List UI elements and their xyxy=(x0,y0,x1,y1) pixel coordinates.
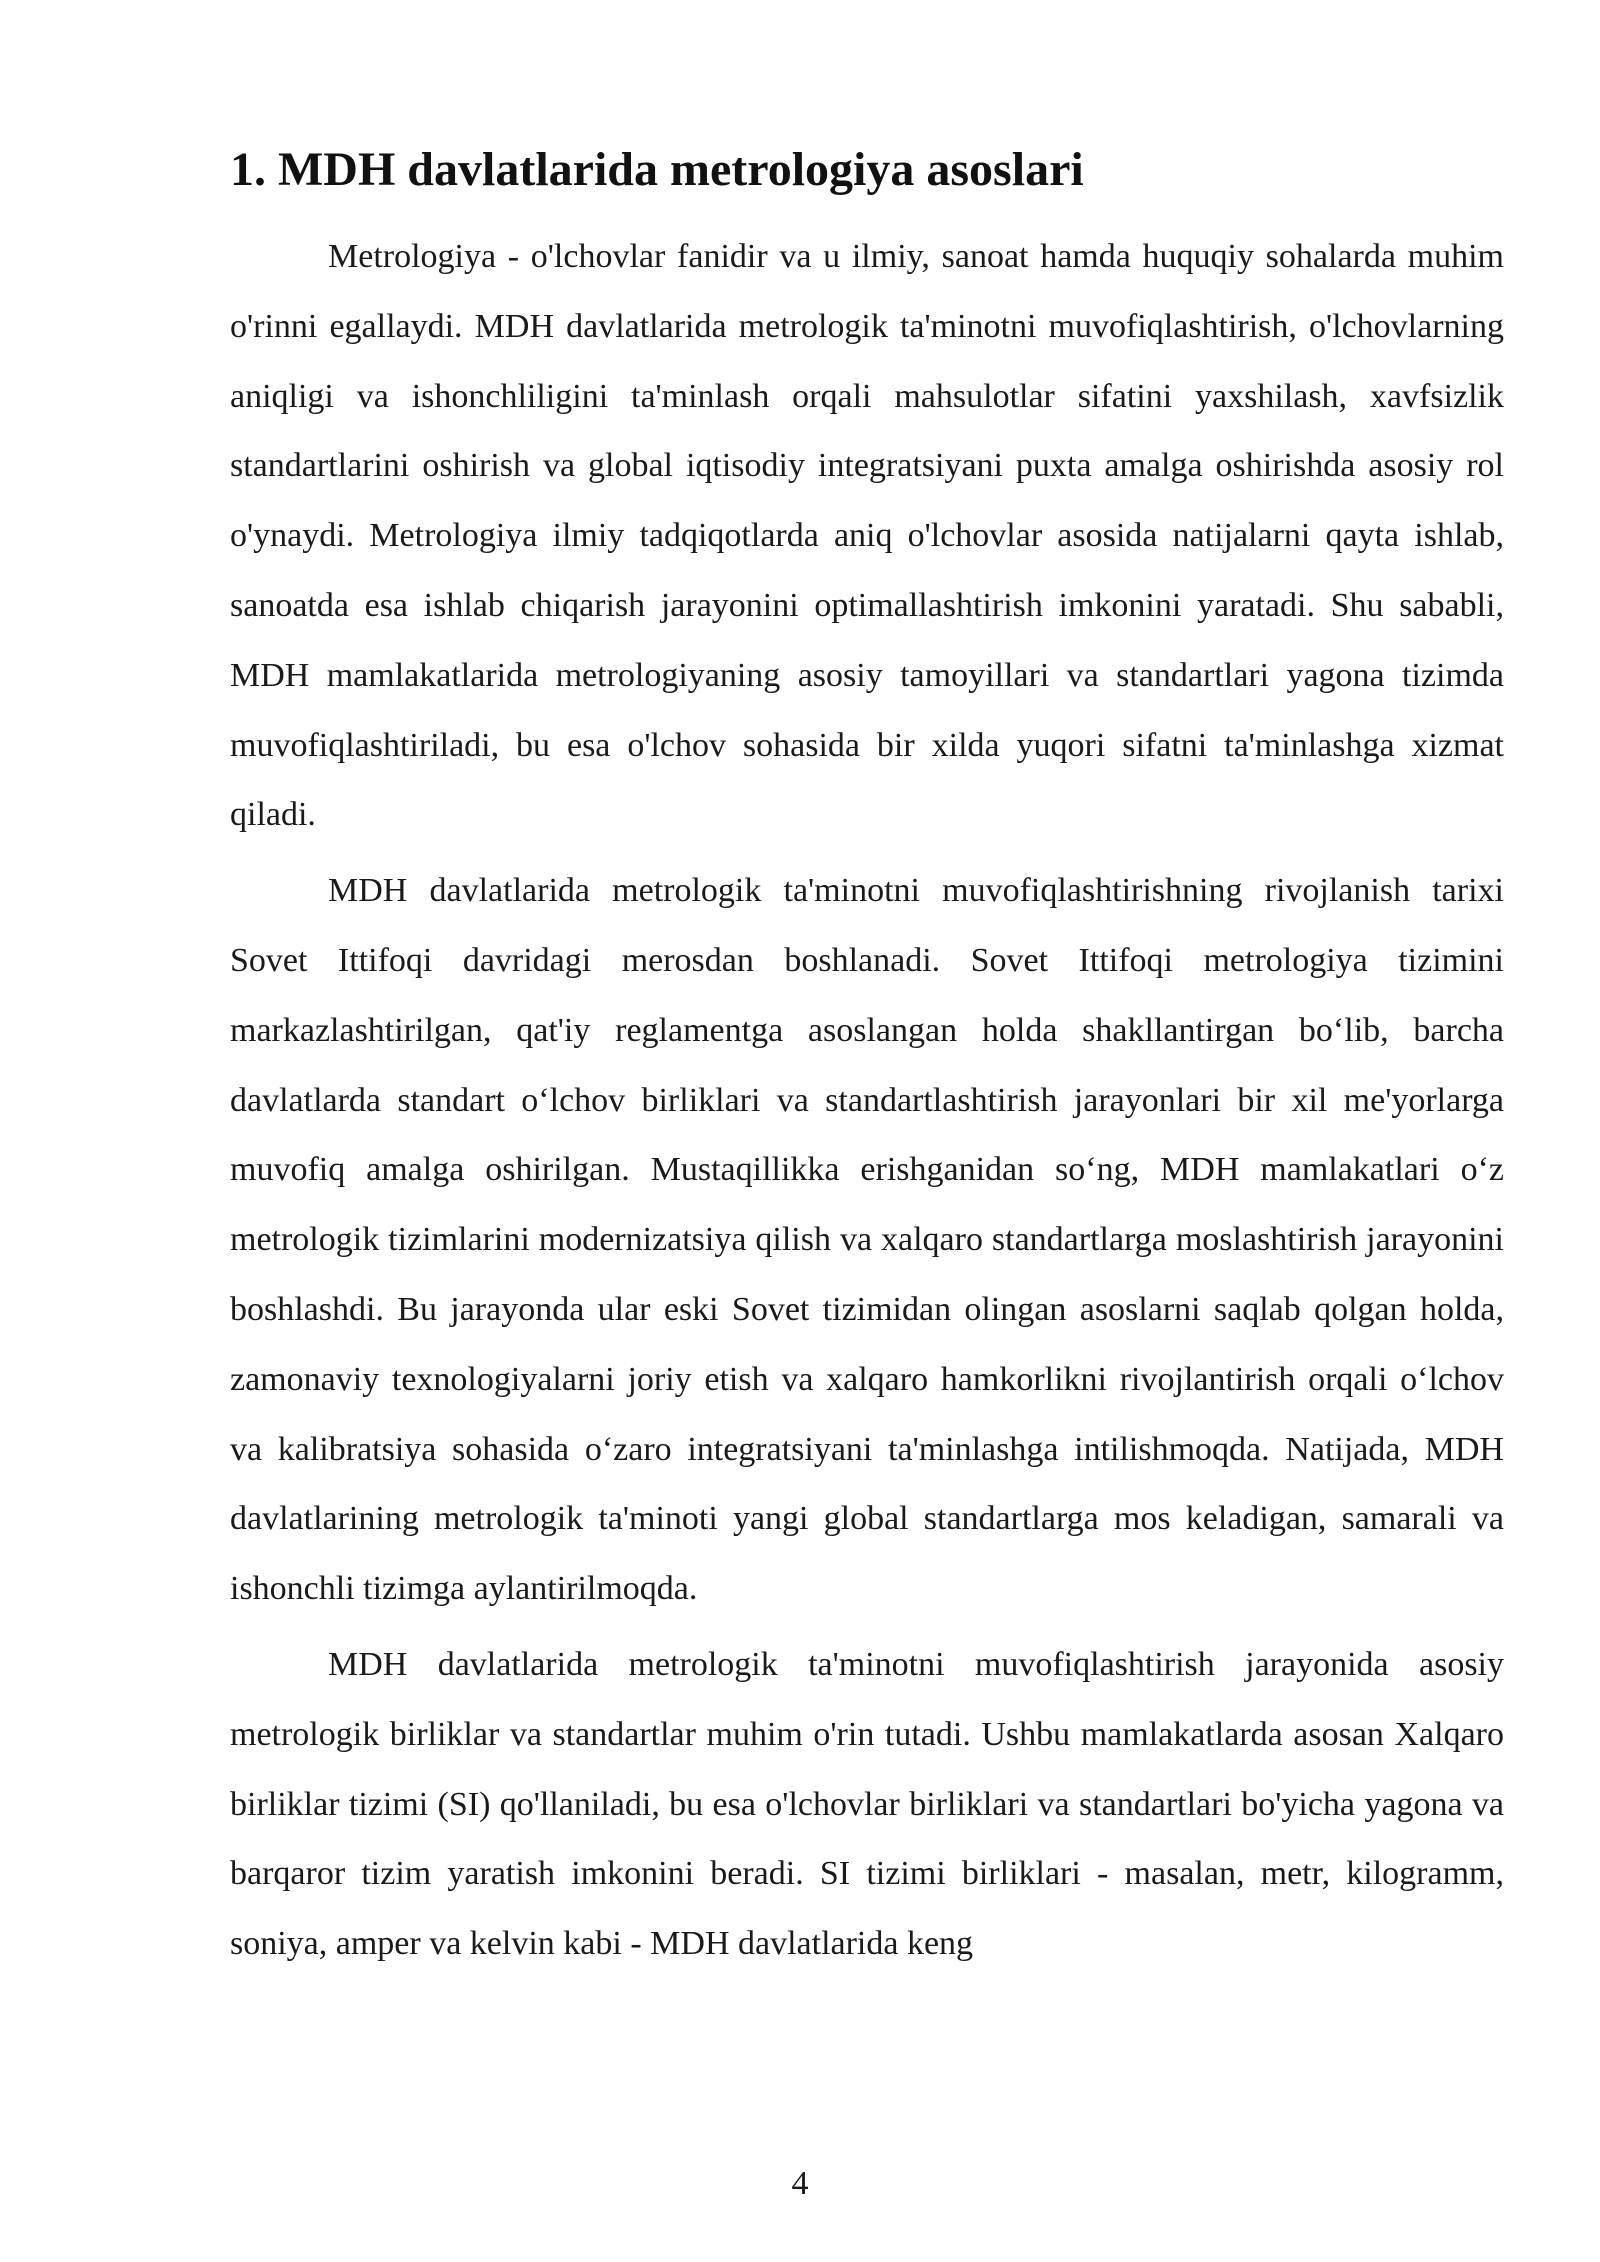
body-paragraph-2: MDH davlatlarida metrologik ta'minotni muvofiqlashtirishning rivojlanish tarixi Sovet Ittifoqi davridagi merosdan boshlanadi. Sovet Ittifoqi metrologiya tizimini markazlashtirilgan, qat'iy reglamentga asoslangan holda shakllantirgan bo‘lib, barcha davlatlarda standart o‘lchov birliklari va standartlashtirish jarayonlari bir xil me'yorlarga muvofiq amalga oshirilgan. Mustaqillikka erishganidan so‘ng, MDH mamlakatlari o‘z metrologik tizimlarini modernizatsiya qilish va xalqaro standartlarga moslashtirish jarayonini boshlashdi. Bu jarayonda ular eski Sovet tizimidan olingan asoslarni saqlab qolgan holda, zamonaviy texnologiyalarni joriy etish va xalqaro hamkorlikni rivojlantirish orqali o‘lchov va kalibratsiya sohasida o‘zaro integratsiyani ta'minlashga intilishmoqda. Natijada, MDH davlatlarining metrologik ta'minoti yangi global standartlarga mos keladigan, samarali va ishonchli tizimga aylantirilmoqda. xyxy=(230,872,1504,1608)
section-heading: 1. MDH davlatlarida metrologiya asoslari xyxy=(230,143,1084,196)
page-number: 4 xyxy=(791,2165,809,2202)
body-paragraph-1: Metrologiya - o'lchovlar fanidir va u ilmiy, sanoat hamda huquqiy sohalarda muhim o'rinni egallaydi. MDH davlatlarida metrologik ta'minotni muvofiqlashtirish, o'lchovlarning aniqligi va ishonchliligini ta'minlash orqali mahsulotlar sifatini yaxshilash, xavfsizlik standartlarini oshirish va global iqtisodiy integratsiyani puxta amalga oshirishda asosiy rol o'ynaydi. Metrologiya ilmiy tadqiqotlarda aniq o'lchovlar asosida natijalarni qayta ishlab, sanoatda esa ishlab chiqarish jarayonini optimallashtirish imkonini yaratadi. Shu sababli, MDH mamlakatlarida metrologiyaning asosiy tamoyillari va standartlari yagona tizimda muvofiqlashtiriladi, bu esa o'lchov sohasida bir xilda yuqori sifatni ta'minlashga xizmat qiladi. xyxy=(230,238,1504,834)
page-content xyxy=(230,140,1504,1985)
body-paragraph-3: MDH davlatlarida metrologik ta'minotni muvofiqlashtirish jarayonida asosiy metrologik birliklar va standartlar muhim o'rin tutadi. Ushbu mamlakatlarda asosan Xalqaro birliklar tizimi (SI) qo'llaniladi, bu esa o'lchovlar birliklari va standartlari bo'yicha yagona va barqaror tizim yaratish imkonini beradi. SI tizimi birliklari - masalan, metr, kilogramm, soniya, amper va kelvin kabi - MDH davlatlarida keng xyxy=(230,1645,1504,1963)
